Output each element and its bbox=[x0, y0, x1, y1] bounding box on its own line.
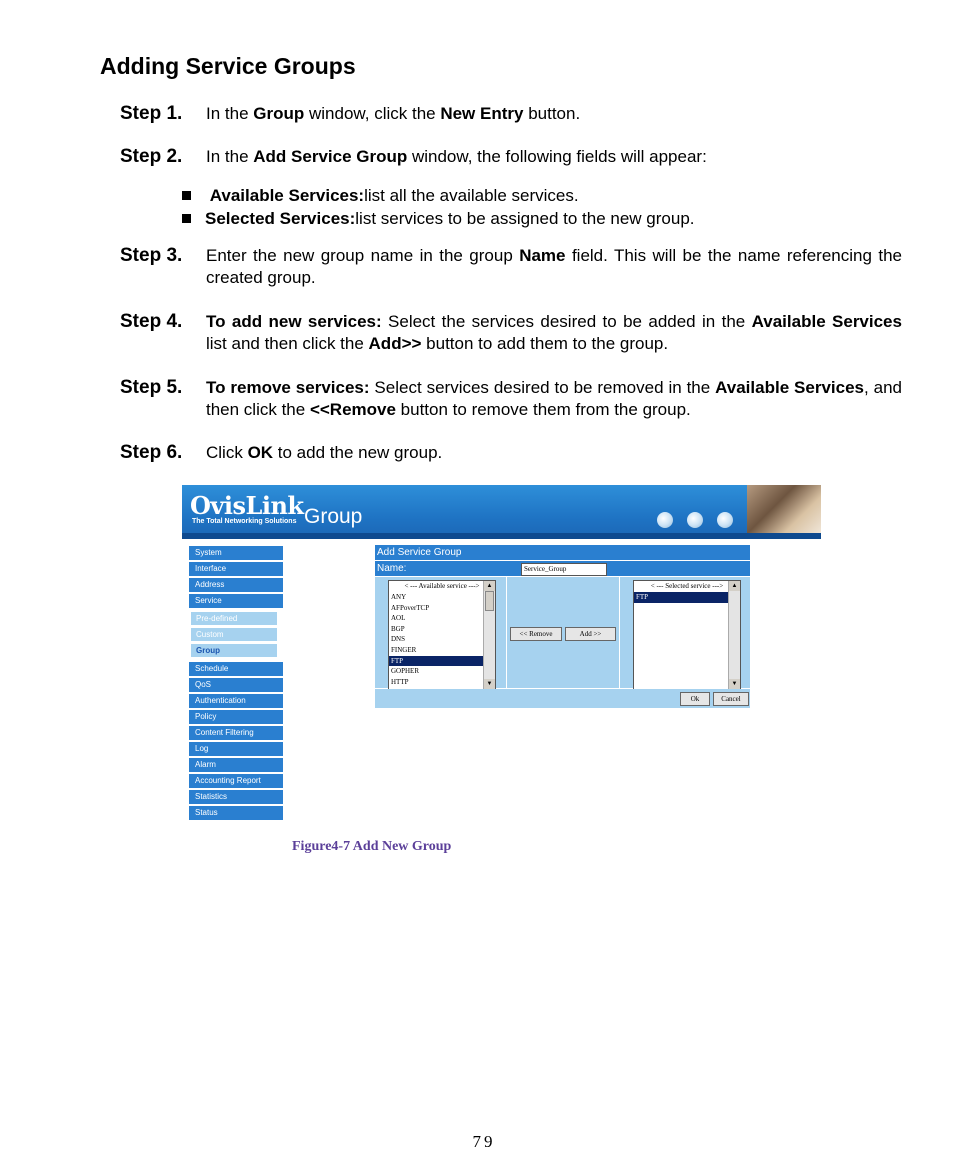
menu-policy[interactable]: Policy bbox=[189, 710, 283, 725]
selected-services-list[interactable] bbox=[633, 580, 741, 690]
selected-header: < --- Selected service ---> bbox=[650, 582, 724, 590]
globe-icon bbox=[657, 512, 673, 528]
bullet-selected: Selected Services: list services to be assigned to the new group. bbox=[182, 207, 695, 230]
add-service-group-panel bbox=[375, 545, 750, 708]
submenu-predefined[interactable]: Pre-defined bbox=[191, 612, 277, 625]
globe-icon bbox=[687, 512, 703, 528]
menu-status[interactable]: Status bbox=[189, 806, 283, 821]
page-title: Adding Service Groups bbox=[100, 53, 356, 79]
divider bbox=[506, 577, 507, 688]
step-6: Step 6. Click OK to add the new group. bbox=[120, 442, 443, 463]
banner bbox=[182, 485, 821, 539]
banner-photo bbox=[747, 485, 821, 533]
available-header: < --- Available service ---> bbox=[404, 582, 480, 590]
scroll-down-icon[interactable]: ▼ bbox=[729, 679, 740, 689]
scroll-up-icon[interactable]: ▲ bbox=[729, 581, 740, 591]
bullet-square-icon bbox=[182, 214, 191, 223]
list-item[interactable]: HTTP bbox=[391, 677, 409, 686]
remove-button[interactable]: << Remove bbox=[510, 627, 562, 641]
bullet-square-icon bbox=[182, 191, 191, 200]
field-bullets bbox=[182, 184, 695, 230]
list-item[interactable]: BGP bbox=[391, 624, 405, 633]
panel-footer bbox=[375, 689, 750, 708]
banner-title: Group bbox=[304, 505, 363, 528]
menu-authentication[interactable]: Authentication bbox=[189, 694, 283, 709]
panel-title: Add Service Group bbox=[375, 545, 750, 560]
list-item[interactable]: AFPoverTCP bbox=[391, 603, 430, 612]
logo: OvisLink bbox=[190, 491, 304, 520]
list-item[interactable]: DNS bbox=[391, 635, 406, 644]
available-services-list[interactable] bbox=[388, 580, 496, 690]
list-item-selected[interactable]: FTP bbox=[389, 656, 495, 667]
banner-band bbox=[182, 533, 821, 539]
name-label: Name: bbox=[375, 561, 750, 576]
available-scrollbar[interactable] bbox=[483, 581, 495, 689]
step-3: Step 3. Enter the new group name in the group Name field. This will be the name referencing the created group. bbox=[120, 245, 902, 287]
globe-icon bbox=[717, 512, 733, 528]
menu-alarm[interactable]: Alarm bbox=[189, 758, 283, 773]
divider bbox=[619, 577, 620, 688]
menu-service[interactable]: Service bbox=[189, 594, 283, 609]
list-item[interactable]: AOL bbox=[391, 614, 406, 623]
menu-schedule[interactable]: Schedule bbox=[189, 662, 283, 677]
group-name-input[interactable]: Service_Group bbox=[521, 563, 607, 576]
menu-accounting-report[interactable]: Accounting Report bbox=[189, 774, 283, 789]
scroll-down-icon[interactable]: ▼ bbox=[484, 679, 495, 689]
bullet-available: Available Services: list all the available services. bbox=[182, 184, 695, 207]
add-button[interactable]: Add >> bbox=[565, 627, 616, 641]
list-item[interactable]: FINGER bbox=[391, 645, 417, 654]
list-item[interactable]: ANY bbox=[391, 593, 407, 601]
ok-button[interactable]: Ok bbox=[680, 692, 710, 706]
menu-interface[interactable]: Interface bbox=[189, 562, 283, 577]
scroll-thumb[interactable] bbox=[485, 591, 494, 611]
figure-caption: Figure4-7 Add New Group bbox=[292, 839, 452, 854]
page-number: 79 bbox=[472, 1132, 496, 1151]
logo-tagline: The Total Networking Solutions bbox=[192, 518, 297, 525]
menu-address[interactable]: Address bbox=[189, 578, 283, 593]
menu-log[interactable]: Log bbox=[189, 742, 283, 757]
step-2: Step 2. In the Add Service Group window, the following fields will appear: bbox=[120, 146, 707, 167]
selected-scrollbar[interactable] bbox=[728, 581, 740, 689]
menu-qos[interactable]: QoS bbox=[189, 678, 283, 693]
step-4: Step 4. To add new services: Select the services desired to be added in the Available Services list and then click the Add>> button to add them to the group. bbox=[120, 311, 902, 353]
list-item-selected[interactable]: FTP bbox=[634, 592, 740, 603]
step-5: Step 5. To remove services: Select services desired to be removed in the Available Services, and then click the <<Remove button to remove them from the group. bbox=[120, 377, 902, 419]
service-lists-area bbox=[375, 577, 750, 688]
menu-statistics[interactable]: Statistics bbox=[189, 790, 283, 805]
step-1: Step 1. In the Group window, click the New Entry button. bbox=[120, 103, 581, 124]
scroll-up-icon[interactable]: ▲ bbox=[484, 581, 495, 591]
submenu-group[interactable]: Group bbox=[191, 644, 277, 657]
cancel-button[interactable]: Cancel bbox=[713, 692, 749, 706]
menu-content-filtering[interactable]: Content Filtering bbox=[189, 726, 283, 741]
submenu-custom[interactable]: Custom bbox=[191, 628, 277, 641]
menu-system[interactable]: System bbox=[189, 546, 283, 561]
group-window-screenshot bbox=[182, 485, 821, 825]
list-item[interactable]: GOPHER bbox=[391, 667, 420, 676]
